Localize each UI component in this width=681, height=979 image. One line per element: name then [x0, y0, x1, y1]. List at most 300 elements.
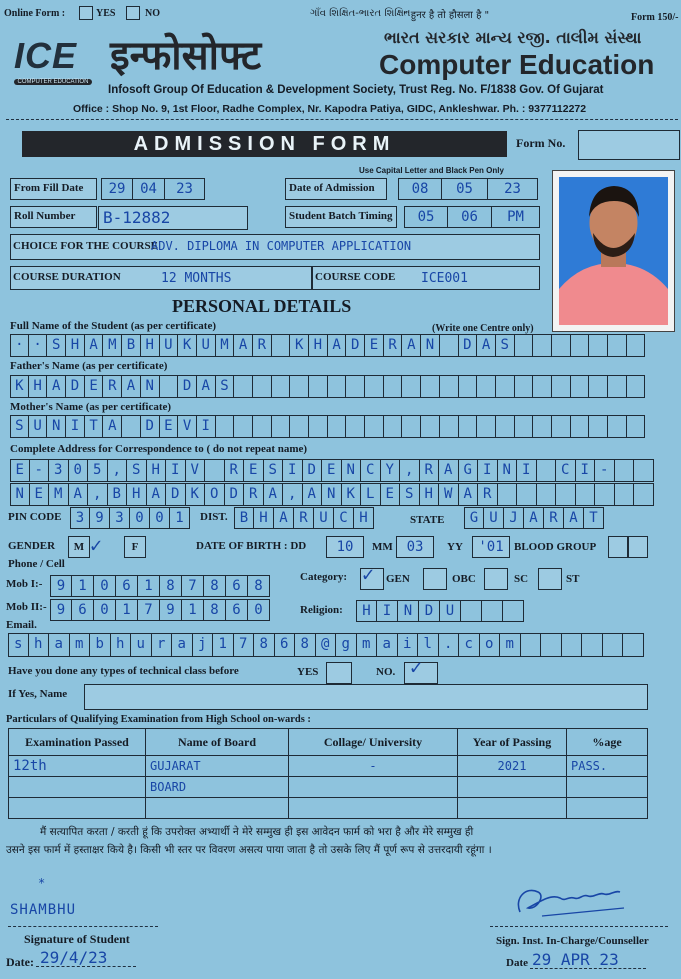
char-cell: T	[584, 507, 604, 529]
char-cell	[615, 483, 635, 506]
char-cell	[589, 415, 608, 438]
state-label: STATE	[410, 514, 445, 526]
char-cell	[290, 375, 309, 398]
char-cell: A	[524, 507, 544, 529]
char-cell: A	[47, 375, 66, 398]
char-cell: 0	[94, 575, 116, 597]
qualifying-exam-label: Particulars of Qualifying Examination from High School on-wards :	[6, 714, 311, 725]
slogan-hindi: " हुनर है तो हौसला है "	[403, 10, 490, 21]
col-board: Name of Board	[146, 729, 289, 756]
slogan-gujarati: ગાંઁવ શિક્ષિત-ભારત શિક્ષિત	[310, 8, 411, 19]
char-cell: b	[90, 633, 111, 657]
char-cell: S	[400, 483, 420, 506]
society-line: Infosoft Group Of Education & Development Society, Trust Reg. No. F/1838 Gov. Of Gujarat	[108, 84, 604, 96]
char-cell: K	[178, 334, 197, 357]
category-gen-label: GEN	[386, 573, 410, 585]
counsellor-date-label: Date	[506, 957, 528, 969]
char-cell: U	[29, 415, 48, 438]
student-signature: SHAMBHU	[10, 902, 77, 918]
blood-group-label: BLOOD GROUP	[514, 541, 597, 553]
char-cell	[515, 375, 534, 398]
char-cell: O	[205, 483, 225, 506]
category-sc-box[interactable]	[484, 568, 508, 590]
office-address: Office : Shop No. 9, 1st Floor, Radhe Complex, Nr. Kapodra Patiya, GIDC, Ankleshwar. Ph. : 9377112272	[73, 103, 587, 115]
student-sign-line	[8, 926, 158, 927]
char-cell	[309, 415, 328, 438]
char-cell	[459, 375, 478, 398]
char-cell: 3	[49, 459, 69, 482]
table-header-row	[9, 729, 648, 756]
char-cell: V	[186, 459, 206, 482]
char-cell: H	[147, 459, 167, 482]
district-label: DIST.	[200, 511, 228, 523]
course-duration-value: 12 MONTHS	[161, 271, 232, 286]
char-cell: N	[47, 415, 66, 438]
char-cell	[615, 459, 635, 482]
char-cell: E	[160, 415, 179, 438]
char-cell: R	[253, 334, 272, 357]
char-cell	[477, 415, 496, 438]
char-cell: D	[225, 483, 245, 506]
char-cell: H	[420, 483, 440, 506]
char-cell: N	[421, 334, 440, 357]
char-cell: 6	[275, 633, 296, 657]
char-cell: 0	[69, 459, 89, 482]
char-cell: 1	[138, 575, 160, 597]
char-cell: I	[166, 459, 186, 482]
course-choice-row[interactable]	[10, 234, 540, 260]
char-cell: A	[197, 375, 216, 398]
char-cell	[477, 375, 496, 398]
char-cell	[537, 459, 557, 482]
mob1-label: Mob I:-	[6, 578, 43, 590]
char-cell: l	[418, 633, 439, 657]
char-cell: H	[66, 334, 85, 357]
char-cell: D	[178, 375, 197, 398]
if-yes-label: If Yes, Name	[8, 688, 68, 700]
char-cell: ·	[10, 334, 29, 357]
char-cell: E	[30, 483, 50, 506]
char-cell: C	[556, 459, 576, 482]
char-cell: C	[361, 459, 381, 482]
char-cell: E	[244, 459, 264, 482]
char-cell: 1	[116, 599, 138, 621]
mother-name-input[interactable]	[10, 415, 645, 438]
char-cell: 7	[234, 633, 255, 657]
char-cell: R	[294, 507, 314, 529]
char-cell	[253, 375, 272, 398]
email-input[interactable]	[8, 633, 644, 657]
char-cell: ,	[400, 459, 420, 482]
student-date-value: 29/4/23	[40, 948, 108, 967]
char-cell: A	[328, 334, 347, 357]
char-cell: R	[420, 459, 440, 482]
char-cell: ,	[283, 483, 303, 506]
char-cell: h	[29, 633, 50, 657]
category-gen-check: ✓	[362, 562, 375, 586]
char-cell	[272, 334, 291, 357]
char-cell: 1	[72, 575, 94, 597]
char-cell: H	[127, 483, 147, 506]
char-cell: ,	[108, 459, 128, 482]
char-cell: m	[357, 633, 378, 657]
char-cell	[533, 334, 552, 357]
dob-day-input[interactable]: 10	[326, 536, 364, 558]
char-cell	[627, 334, 646, 357]
table-row[interactable]: BOARD	[9, 777, 648, 798]
mm-label: MM	[372, 541, 393, 553]
char-cell	[498, 483, 518, 506]
char-cell	[205, 459, 225, 482]
char-cell: T	[85, 415, 104, 438]
char-cell	[440, 375, 459, 398]
char-cell: g	[336, 633, 357, 657]
roll-label-box: Roll Number	[10, 206, 97, 228]
char-cell: A	[264, 483, 284, 506]
gender-label: GENDER	[8, 540, 56, 552]
category-obc-box[interactable]	[423, 568, 447, 590]
char-cell	[515, 415, 534, 438]
category-sc-label: SC	[514, 573, 529, 585]
address-line2-input[interactable]	[10, 483, 654, 506]
char-cell	[384, 415, 403, 438]
char-cell: N	[342, 459, 362, 482]
personal-details-heading: PERSONAL DETAILS	[172, 296, 352, 316]
online-yes-checkbox[interactable]	[79, 6, 93, 20]
char-cell: I	[197, 415, 216, 438]
course-code-row[interactable]	[312, 266, 540, 290]
char-cell: V	[178, 415, 197, 438]
capital-letter-note: Use Capital Letter and Black Pen Only	[359, 166, 504, 175]
char-cell	[234, 415, 253, 438]
char-cell: R	[478, 483, 498, 506]
online-yes-label: YES	[96, 8, 116, 19]
char-cell: G	[459, 459, 479, 482]
counsellor-date-line	[530, 968, 646, 969]
char-cell: G	[464, 507, 484, 529]
char-cell: A	[122, 375, 141, 398]
qualification-table	[8, 728, 648, 819]
char-cell	[627, 375, 646, 398]
char-cell: j	[193, 633, 214, 657]
char-cell: E	[322, 459, 342, 482]
char-cell: N	[141, 375, 160, 398]
char-cell	[608, 415, 627, 438]
char-cell: D	[459, 334, 478, 357]
course-duration-label: COURSE DURATION	[13, 271, 121, 283]
char-cell	[365, 375, 384, 398]
char-cell: 6	[72, 599, 94, 621]
blood-group-input-2[interactable]	[628, 536, 648, 558]
char-cell: K	[342, 483, 362, 506]
char-cell: s	[8, 633, 29, 657]
col-percentage: %age	[567, 729, 648, 756]
tech-yes-label: YES	[297, 666, 319, 678]
char-cell: @	[316, 633, 337, 657]
char-cell: 6	[116, 575, 138, 597]
char-cell: N	[498, 459, 518, 482]
form-price: Form 150/-	[631, 12, 679, 23]
char-cell	[461, 600, 482, 622]
char-cell	[552, 334, 571, 357]
char-cell: L	[361, 483, 381, 506]
char-cell: H	[254, 507, 274, 529]
char-cell: D	[303, 459, 323, 482]
category-st-box[interactable]	[538, 568, 562, 590]
char-cell	[346, 415, 365, 438]
category-label: Category:	[300, 571, 348, 583]
char-cell	[608, 334, 627, 357]
form-no-input[interactable]	[578, 130, 680, 160]
char-cell: A	[274, 507, 294, 529]
char-cell: C	[334, 507, 354, 529]
char-cell: R	[544, 507, 564, 529]
char-cell: A	[147, 483, 167, 506]
category-st-label: ST	[566, 573, 580, 585]
pin-code-input[interactable]	[70, 507, 190, 529]
institute-title: Computer Education	[379, 49, 655, 80]
char-cell	[440, 415, 459, 438]
online-form-label: Online Form :	[4, 8, 66, 19]
char-cell: B	[108, 483, 128, 506]
char-cell	[253, 415, 272, 438]
char-cell: A	[402, 334, 421, 357]
char-cell: R	[225, 459, 245, 482]
course-choice-value: ADV. DIPLOMA IN COMPUTER APPLICATION	[151, 239, 412, 253]
char-cell	[402, 375, 421, 398]
char-cell: M	[49, 483, 69, 506]
char-cell	[533, 415, 552, 438]
tech-yes-box[interactable]	[326, 662, 352, 684]
course-code-label: COURSE CODE	[315, 271, 396, 283]
char-cell: A	[234, 334, 253, 357]
form-no-label: Form No.	[516, 136, 566, 150]
char-cell: N	[322, 483, 342, 506]
char-cell: a	[172, 633, 193, 657]
counsellor-sign-line	[490, 926, 668, 927]
char-cell: D	[141, 415, 160, 438]
char-cell	[482, 600, 503, 622]
online-no-label: NO	[145, 8, 160, 19]
tech-class-question: Have you done any types of technical class before	[8, 665, 239, 677]
char-cell	[421, 415, 440, 438]
student-date-line	[36, 966, 136, 967]
father-name-input[interactable]	[10, 375, 645, 398]
recognition-line: ભારત સરકાર માન્ય રજી. તાલીમ સંસ્થા	[384, 28, 642, 47]
char-cell: i	[398, 633, 419, 657]
char-cell: 9	[160, 599, 182, 621]
char-cell: A	[303, 483, 323, 506]
char-cell: H	[29, 375, 48, 398]
state-input[interactable]	[464, 507, 604, 529]
char-cell: I	[517, 459, 537, 482]
mobile2-input[interactable]	[50, 599, 270, 621]
char-cell: I	[377, 600, 398, 622]
yy-label: YY	[447, 541, 463, 553]
course-duration-row[interactable]	[10, 266, 312, 290]
char-cell	[623, 633, 644, 657]
char-cell	[533, 375, 552, 398]
char-cell: 1	[213, 633, 234, 657]
char-cell: U	[314, 507, 334, 529]
table-row[interactable]: 12th GUJARAT - 2021 PASS.	[9, 756, 648, 777]
email-label: Email.	[6, 619, 37, 631]
char-cell: 6	[226, 599, 248, 621]
char-cell	[122, 415, 141, 438]
char-cell	[571, 375, 590, 398]
char-cell: D	[346, 334, 365, 357]
dob-month-input[interactable]: 03	[396, 536, 434, 558]
char-cell: D	[66, 375, 85, 398]
char-cell: S	[47, 334, 66, 357]
char-cell: S	[216, 375, 235, 398]
char-cell: E	[365, 334, 384, 357]
char-cell	[608, 375, 627, 398]
batch-timing-input[interactable]: 05 06 PM	[404, 206, 540, 228]
char-cell: A	[69, 483, 89, 506]
district-input[interactable]	[234, 507, 374, 529]
address-line1-input[interactable]	[10, 459, 654, 482]
col-exam: Examination Passed	[9, 729, 146, 756]
char-cell	[272, 375, 291, 398]
char-cell: E	[381, 483, 401, 506]
gender-male-box[interactable]: M	[68, 536, 90, 558]
char-cell: S	[127, 459, 147, 482]
char-cell: m	[70, 633, 91, 657]
institute-hindi-name: इन्फोसोफ्ट	[110, 33, 262, 79]
char-cell: ,	[88, 483, 108, 506]
char-cell	[541, 633, 562, 657]
char-cell: U	[197, 334, 216, 357]
char-cell: 8	[160, 575, 182, 597]
char-cell	[603, 633, 624, 657]
char-cell: 0	[94, 599, 116, 621]
char-cell: I	[283, 459, 303, 482]
char-cell	[521, 633, 542, 657]
mob2-label: Mob II:-	[6, 601, 47, 613]
char-cell: U	[440, 600, 461, 622]
char-cell: E	[85, 375, 104, 398]
char-cell	[589, 334, 608, 357]
char-cell	[627, 415, 646, 438]
char-cell: c	[459, 633, 480, 657]
char-cell: M	[216, 334, 235, 357]
admission-date-input[interactable]: 08 05 23	[398, 178, 538, 200]
char-cell	[503, 600, 524, 622]
char-cell	[556, 483, 576, 506]
char-cell: 8	[204, 575, 226, 597]
char-cell: J	[504, 507, 524, 529]
student-photo	[552, 170, 675, 332]
pin-code-label: PIN CODE	[8, 511, 62, 523]
char-cell	[421, 375, 440, 398]
char-cell: W	[439, 483, 459, 506]
char-cell	[571, 415, 590, 438]
course-choice-label: CHOICE FOR THE COURSE	[13, 240, 158, 252]
char-cell	[384, 375, 403, 398]
char-cell: m	[500, 633, 521, 657]
declaration-line1: मैं सत्यापित करता / करती हूं कि उपरोक्त अभ्यार्थी ने मेरे सम्मुख ही इस आवेदन फार्म को भरा है और मेरे सम्मुख ही	[40, 826, 474, 838]
religion-input[interactable]	[356, 600, 524, 622]
char-cell: 8	[254, 633, 275, 657]
char-cell: o	[480, 633, 501, 657]
char-cell	[440, 334, 459, 357]
char-cell	[309, 375, 328, 398]
char-cell: A	[103, 415, 122, 438]
char-cell: S	[10, 415, 29, 438]
counsellor-signature	[512, 878, 632, 927]
char-cell: h	[111, 633, 132, 657]
char-cell: S	[264, 459, 284, 482]
char-cell	[365, 415, 384, 438]
from-fill-date-label-box: From Fill Date	[10, 178, 97, 200]
char-cell: H	[354, 507, 374, 529]
counsellor-date-value: 29 APR 23	[532, 950, 619, 969]
char-cell: R	[244, 483, 264, 506]
char-cell: 3	[110, 507, 130, 529]
char-cell	[552, 415, 571, 438]
char-cell: 1	[182, 599, 204, 621]
full-name-input[interactable]	[10, 334, 645, 357]
mobile1-input[interactable]	[50, 575, 270, 597]
roll-number-input[interactable]: B-12882	[98, 206, 248, 230]
char-cell	[515, 334, 534, 357]
char-cell: -	[595, 459, 615, 482]
father-name-label: Father's Name (as per certificate)	[10, 360, 168, 372]
char-cell	[328, 375, 347, 398]
char-cell: R	[103, 375, 122, 398]
char-cell: K	[186, 483, 206, 506]
char-cell	[346, 375, 365, 398]
from-fill-date-input[interactable]: 29 04 23	[101, 178, 205, 200]
char-cell: A	[477, 334, 496, 357]
tech-no-check: ✓	[410, 655, 423, 679]
col-college: Collage/ University	[289, 729, 458, 756]
char-cell: 6	[226, 575, 248, 597]
gender-female-box[interactable]: F	[124, 536, 146, 558]
table-row[interactable]	[9, 798, 648, 819]
dob-year-input[interactable]: '01	[472, 536, 510, 558]
online-no-checkbox[interactable]	[126, 6, 140, 20]
category-obc-label: OBC	[452, 573, 476, 585]
char-cell: A	[459, 483, 479, 506]
blood-group-input-1[interactable]	[608, 536, 628, 558]
char-cell: 0	[130, 507, 150, 529]
char-cell: H	[309, 334, 328, 357]
char-cell	[290, 415, 309, 438]
char-cell: N	[398, 600, 419, 622]
char-cell: D	[419, 600, 440, 622]
char-cell: N	[10, 483, 30, 506]
char-cell: K	[290, 334, 309, 357]
char-cell: A	[564, 507, 584, 529]
char-cell: I	[478, 459, 498, 482]
if-yes-name-input[interactable]	[84, 684, 648, 710]
char-cell	[576, 483, 596, 506]
char-cell	[328, 415, 347, 438]
char-cell: .	[439, 633, 460, 657]
student-signature-label: Signature of Student	[24, 932, 130, 946]
char-cell	[582, 633, 603, 657]
form-title-banner: ADMISSION FORM	[22, 131, 507, 157]
char-cell	[517, 483, 537, 506]
char-cell	[234, 375, 253, 398]
char-cell: 3	[70, 507, 90, 529]
char-cell: K	[10, 375, 29, 398]
char-cell: A	[439, 459, 459, 482]
char-cell	[459, 415, 478, 438]
char-cell	[634, 483, 654, 506]
